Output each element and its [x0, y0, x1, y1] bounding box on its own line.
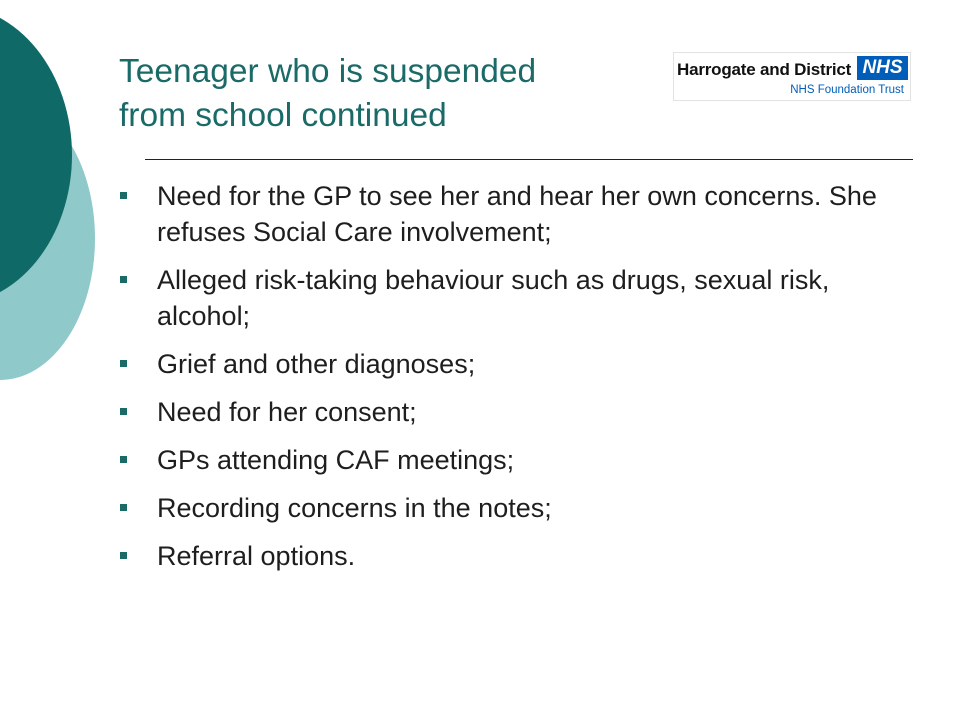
square-bullet-icon [120, 504, 127, 511]
bullet-item [112, 490, 922, 526]
bullet-item [112, 394, 922, 430]
slide-title-line-1: Teenager who is suspended [119, 53, 537, 90]
title-divider [145, 159, 913, 160]
bullet-item [112, 538, 922, 574]
slide-title-line-2: from school continued [119, 97, 447, 134]
slide-title [119, 50, 679, 138]
square-bullet-icon [120, 276, 127, 283]
bullet-text: Grief and other diagnoses; [157, 349, 476, 379]
square-bullet-icon [120, 192, 127, 199]
bullet-item [112, 442, 922, 478]
square-bullet-icon [120, 456, 127, 463]
bullet-item [112, 178, 922, 250]
nhs-trust-logo [673, 52, 911, 101]
bullet-text: GPs attending CAF meetings; [157, 445, 515, 475]
bullet-item [112, 262, 922, 334]
logo-trust-subtitle: NHS Foundation Trust [790, 84, 904, 96]
nhs-badge: NHS [857, 56, 908, 80]
bullet-text: Referral options. [157, 541, 356, 571]
square-bullet-icon [120, 408, 127, 415]
square-bullet-icon [120, 552, 127, 559]
bullet-text: Need for the GP to see her and hear her own concerns. She refuses Social Care involvement; [157, 181, 877, 247]
bullet-text: Need for her consent; [157, 397, 417, 427]
bullet-text: Recording concerns in the notes; [157, 493, 552, 523]
bullet-text: Alleged risk-taking behaviour such as drugs, sexual risk, alcohol; [157, 265, 830, 331]
logo-organization-name: Harrogate and District [677, 60, 852, 79]
square-bullet-icon [120, 360, 127, 367]
bullet-list [112, 178, 922, 586]
bullet-item [112, 346, 922, 382]
